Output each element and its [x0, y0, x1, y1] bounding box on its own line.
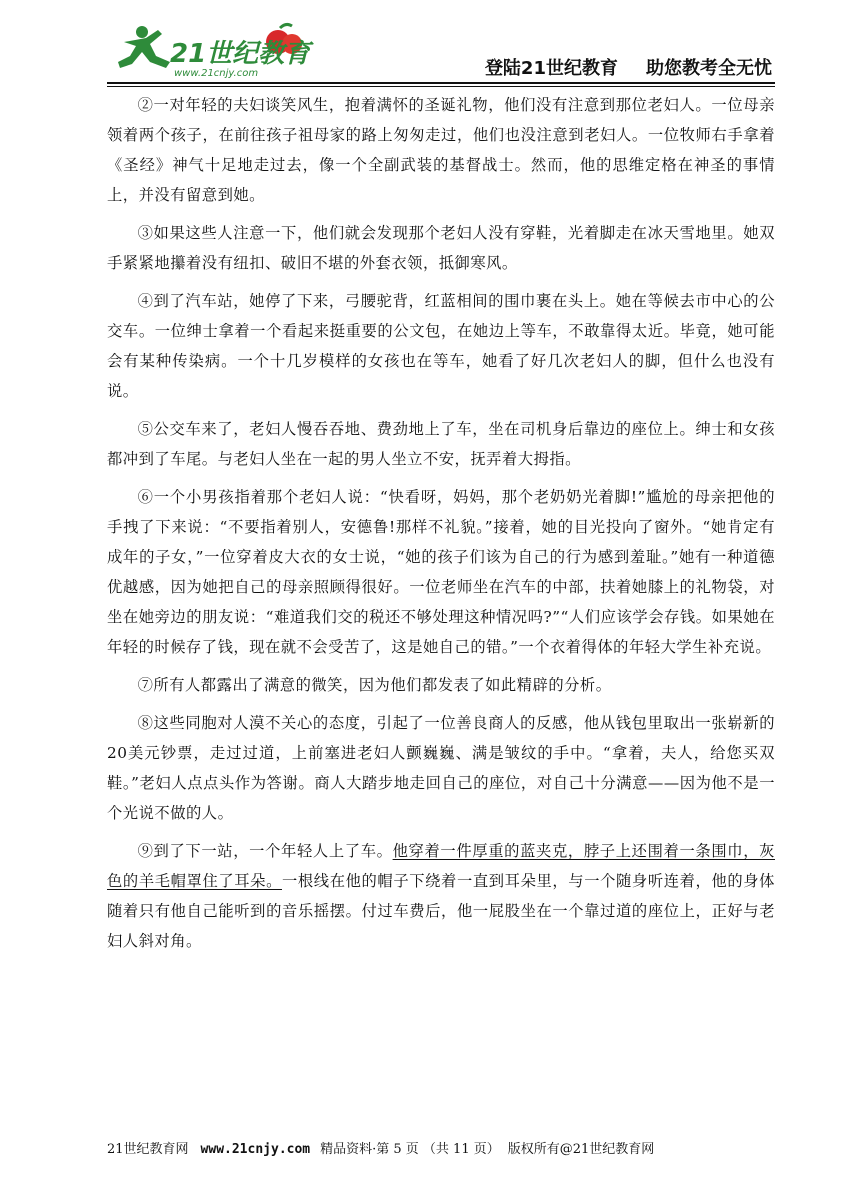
footer-url[interactable]: www.21cnjy.com [200, 1142, 311, 1157]
header-rule [107, 82, 775, 84]
page-footer [107, 1138, 787, 1157]
header-rule-thin [107, 86, 775, 87]
paragraph-9-post: 一根线在他的帽子下绕着一直到耳朵里，与一个随身听连着，他的身体随着只有他自己能听到的音乐摇摆。付过车费后，他一屁股坐在一个靠过道的座位上，正好与老妇人斜对角。 [107, 872, 775, 950]
footer-copyright: 版权所有@21世纪教育网 [507, 1142, 655, 1157]
paragraph-2: ②一对年轻的夫妇谈笑风生，抱着满怀的圣诞礼物，他们没有注意到那位老妇人。一位母亲领着两个孩子，在前往孩子祖母家的路上匆匆走过，他们也没注意到老妇人。一位牧师右手拿着《圣经》神气十足地走过去，像一个全副武装的基督战士。然而，他的思维定格在神圣的事情上，并没有留意到她。 [107, 96, 775, 204]
logo-21cnjy [112, 18, 322, 80]
paragraph-9 [107, 836, 775, 956]
footer-site: 21世纪教育网 [107, 1142, 189, 1157]
paragraph-5: ⑤公交车来了，老妇人慢吞吞地、费劲地上了车，坐在司机身后靠边的座位上。绅士和女孩都冲到了车尾。与老妇人坐在一起的男人坐立不安，抚弄着大拇指。 [107, 420, 775, 468]
paragraph-3: ③如果这些人注意一下，他们就会发现那个老妇人没有穿鞋，光着脚走在冰天雪地里。她双手紧紧地攥着没有纽扣、破旧不堪的外套衣领，抵御寒风。 [107, 224, 775, 272]
page-header [0, 0, 860, 86]
svg-text:21世纪教育: 21世纪教育 [170, 39, 311, 69]
paragraph-8: ⑧这些同胞对人漠不关心的态度，引起了一位善良商人的反感，他从钱包里取出一张崭新的20美元钞票，走过过道，上前塞进老妇人颤巍巍、满是皱纹的手中。“拿着，夫人，给您买双鞋。”老妇人点点头作为答谢。商人大踏步地走回自己的座位，对自己十分满意——因为他不是一个光说不做的人。 [107, 714, 775, 822]
footer-page-label: 精品资料·第 5 页 （共 11 页） [320, 1142, 500, 1157]
paragraph-6: ⑥一个小男孩指着那个老妇人说：“快看呀，妈妈，那个老奶奶光着脚!”尴尬的母亲把他的手拽了下来说：“不要指着别人，安德鲁!那样不礼貌。”接着，她的目光投向了窗外。“她肯定有成年的子女，”一位穿着皮大衣的女士说，“她的孩子们该为自己的行为感到羞耻。”她有一种道德优越感，因为她把自己的母亲照顾得很好。一位老师坐在汽车的中部，扶着她膝上的礼物袋，对坐在她旁边的朋友说：“难道我们交的税还不够处理这种情况吗?”“人们应该学会存钱。如果她在年轻的时候存了钱，现在就不会受苦了，这是她自己的错。”一个衣着得体的年轻大学生补充说。 [107, 488, 775, 656]
running-figure-icon [118, 26, 170, 68]
paragraph-9-pre: ⑨到了下一站，一个年轻人上了车。 [137, 842, 393, 860]
article-body [107, 90, 775, 964]
slogan-left: 登陆21世纪教育 [484, 58, 618, 79]
header-slogan [485, 54, 772, 80]
paragraph-7: ⑦所有人都露出了满意的微笑，因为他们都发表了如此精辟的分析。 [137, 676, 612, 694]
underlined-sentence: 他穿着一件厚重的蓝夹克，脖子上还围着一条围巾，灰色的羊毛帽罩住了耳朵。 [107, 842, 775, 890]
svg-text:www.21cnjy.com: www.21cnjy.com [174, 68, 259, 79]
slogan-right: 助您教考全无忧 [646, 58, 772, 79]
paragraph-4: ④到了汽车站，她停了下来，弓腰驼背，红蓝相间的围巾裹在头上。她在等候去市中心的公交车。一位绅士拿着一个看起来挺重要的公文包，在她边上等车，不敢靠得太近。毕竟，她可能会有某种传染病。一个十几岁模样的女孩也在等车，她看了好几次老妇人的脚，但什么也没有说。 [107, 292, 775, 400]
